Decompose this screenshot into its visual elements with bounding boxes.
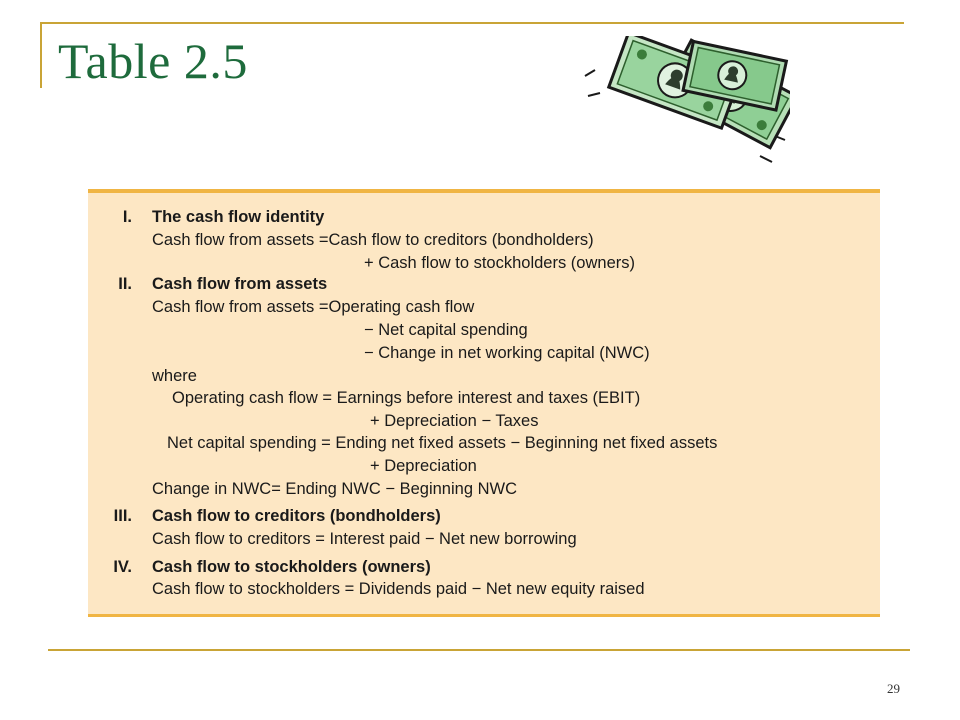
formula-line: − Change in net working capital (NWC) [364,344,650,362]
section-heading: Cash flow from assets [152,275,328,293]
cash-flow-table [88,189,880,617]
formula-line: + Cash flow to stockholders (owners) [364,254,635,272]
formula-line: Operating cash flow = Earnings before interest and taxes (EBIT) [172,389,641,407]
slide-title: Table 2.5 [58,33,248,89]
formula-line: Cash flow from assets =Operating cash flow [152,298,475,316]
frame-bottom-line [48,649,910,651]
frame-left-line [40,22,42,88]
formula-line: Cash flow to creditors = Interest paid − Net new borrowing [152,530,577,548]
section-numeral: II. [118,275,132,293]
formula-line: Change in NWC= Ending NWC − Beginning NWC [152,480,517,498]
section-heading: The cash flow identity [152,208,325,226]
frame-top-line [40,22,904,24]
page-number: 29 [887,681,900,696]
formula-line: + Depreciation [370,457,477,475]
formula-line: Cash flow from assets =Cash flow to creditors (bondholders) [152,231,594,249]
section-numeral: III. [113,507,132,525]
formula-line: − Net capital spending [364,321,528,339]
section-heading: Cash flow to creditors (bondholders) [152,507,441,525]
formula-line: + Depreciation − Taxes [370,412,539,430]
money-bills-icon [580,36,790,176]
section-numeral: IV. [113,558,132,576]
section-heading: Cash flow to stockholders (owners) [152,558,431,576]
formula-line: Cash flow to stockholders = Dividends paid − Net new equity raised [152,580,645,598]
formula-line: Net capital spending = Ending net fixed assets − Beginning net fixed assets [167,434,718,452]
formula-line: where [152,367,197,385]
section-numeral: I. [122,208,132,226]
